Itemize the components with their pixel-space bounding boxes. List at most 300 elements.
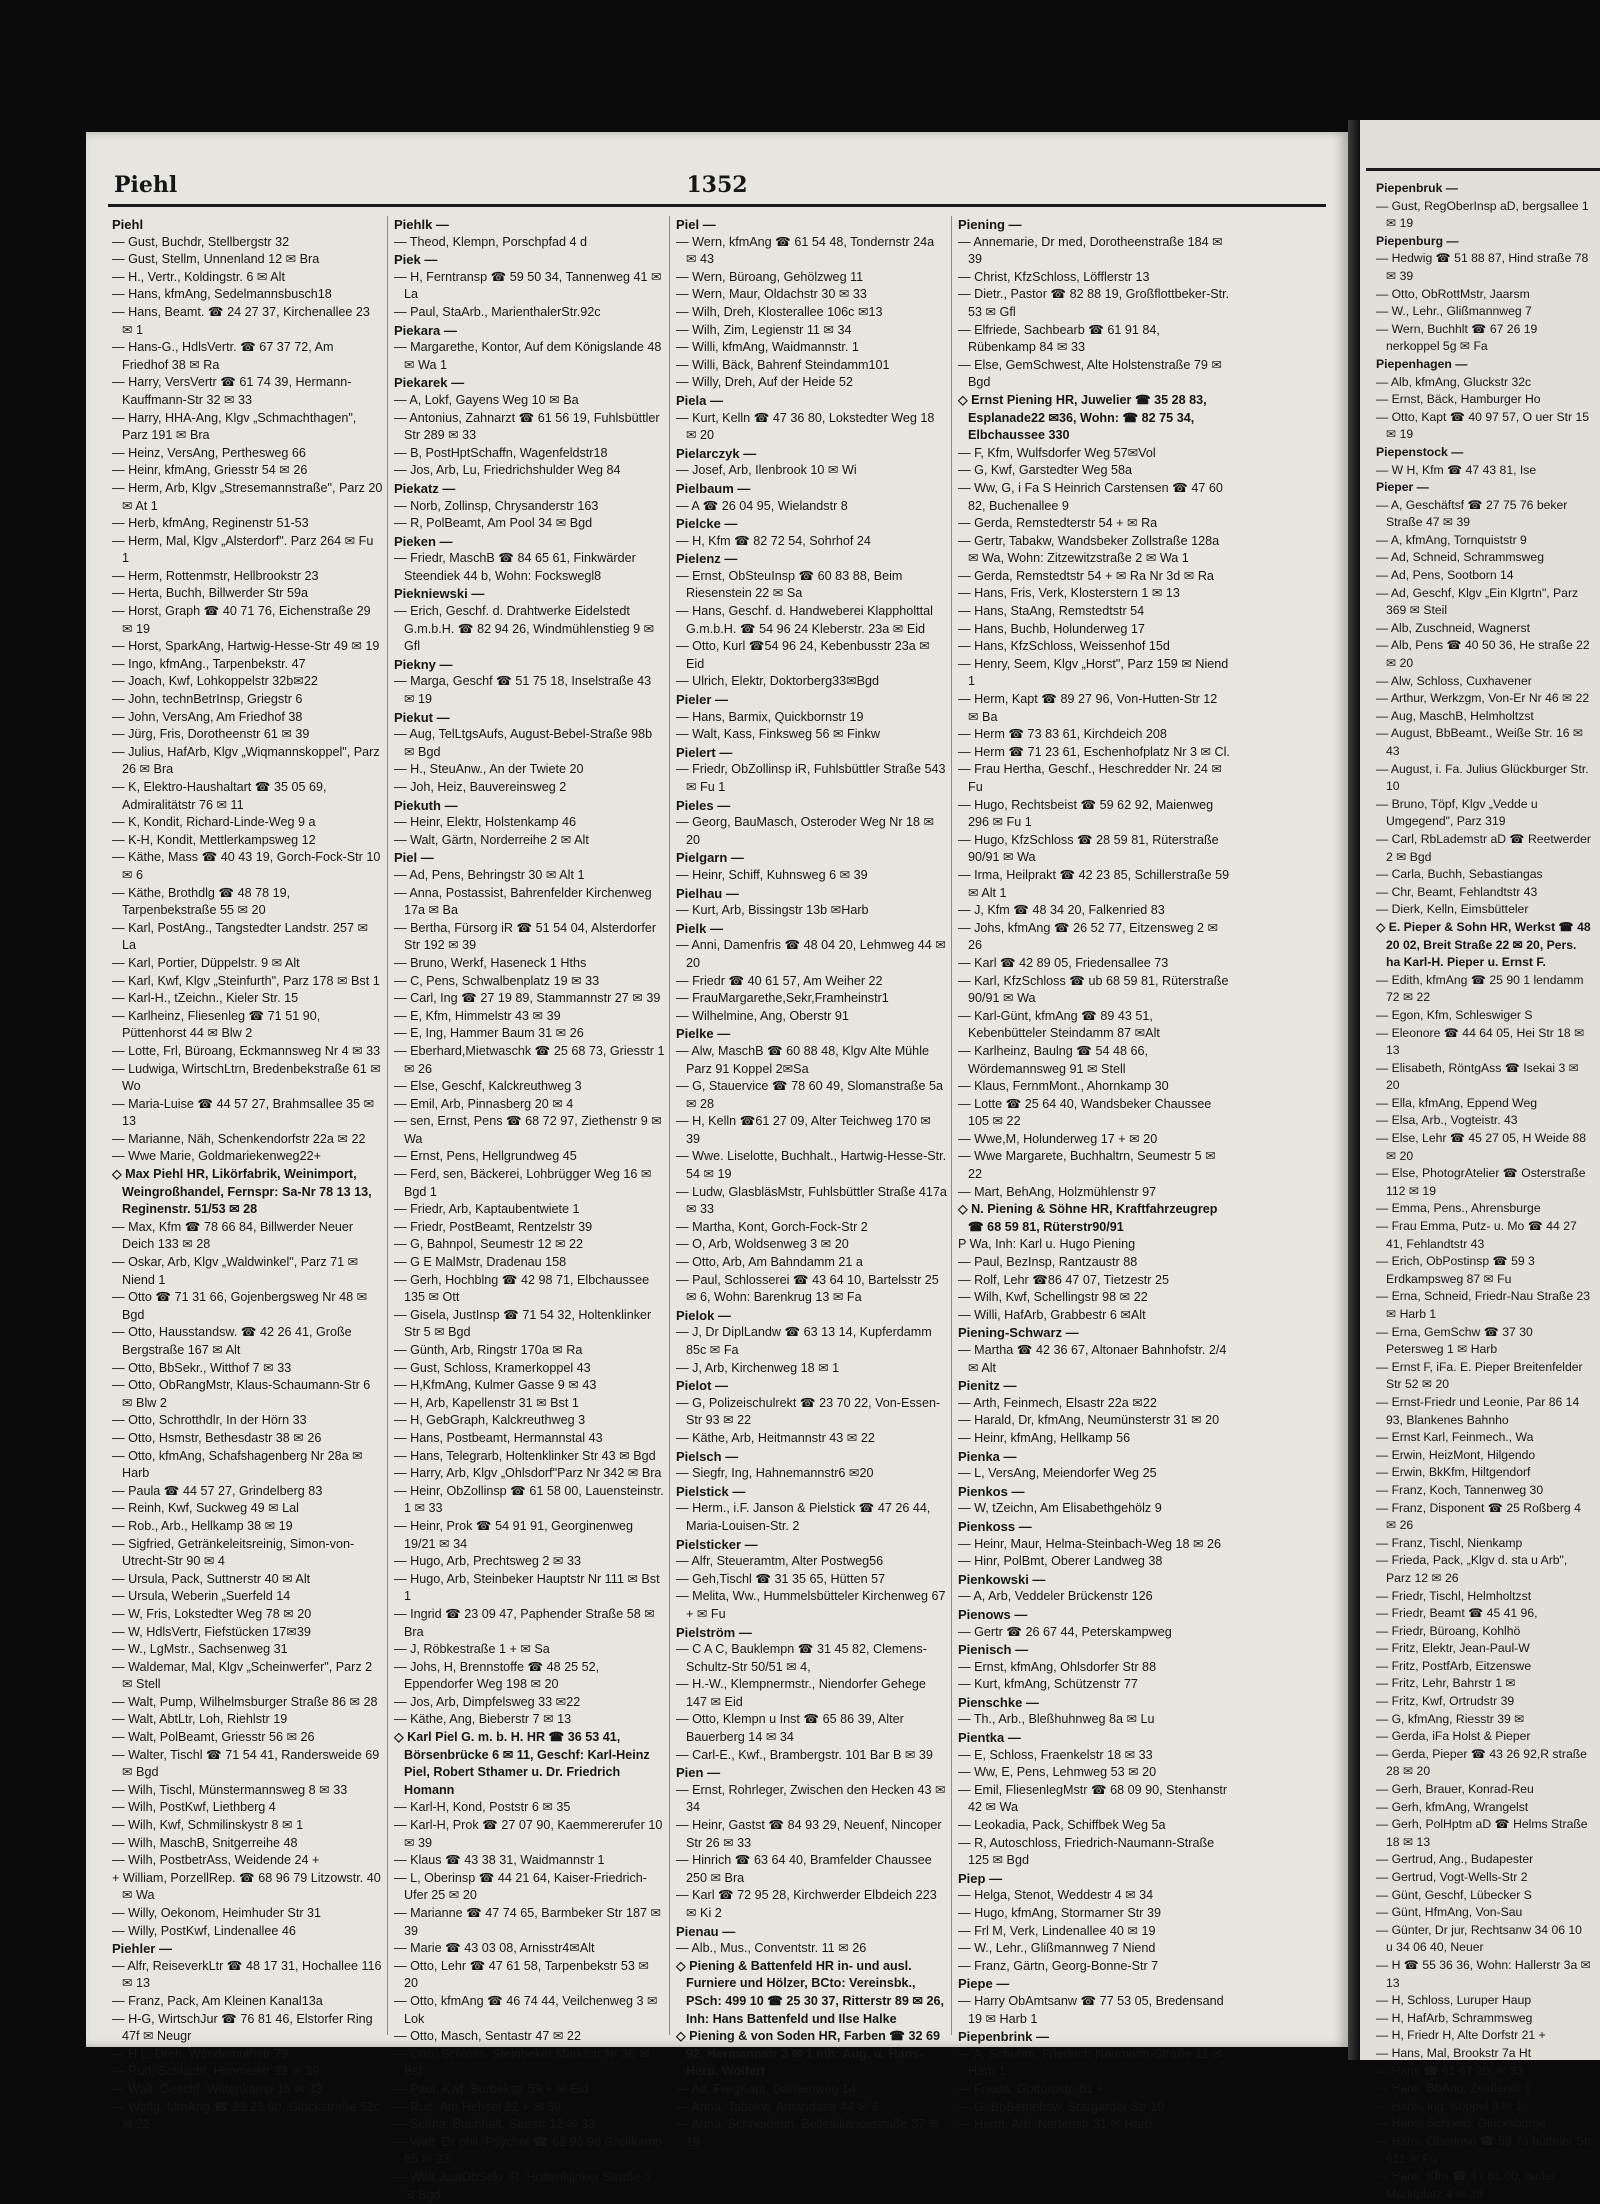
directory-entry: — Ernst, ObSteuInsp ☎ 60 83 88, Beim Riesenstein 22 ✉ Sa <box>676 568 906 601</box>
directory-entry: Piekatz — <box>394 480 456 496</box>
directory-entry: — Bertha, Fürsorg iR ☎ 51 54 04, Alsterdorfer Str 192 ✉ 39 <box>394 920 660 953</box>
directory-entry: — Otto, Schloss, Steinbeker Marktstr Nr 36 ✉ Bst <box>394 2046 654 2079</box>
directory-entry: — Mart, BehAng, Holzmühlenstr 97 <box>958 1184 1157 1199</box>
directory-entry: — Ferd, sen, Bäckerei, Lohbrügger Weg 16 ✉ Bgd 1 <box>394 1167 655 1199</box>
directory-entry: — W., Lehr., Glißmannweg 7 <box>1376 304 1532 319</box>
directory-entry: — Herm., i.F. Janson & Pielstick ☎ 47 26 44, Maria-Louisen-Str. 2 <box>676 1501 934 1533</box>
directory-entry: — Carla, Buchh, Sebastiangas <box>1376 867 1543 882</box>
directory-entry: — Aug, MaschB, Helmholtzst <box>1376 708 1534 723</box>
column-2 <box>392 216 670 2202</box>
directory-entry: — Irma, Heilprakt ☎ 42 23 85, Schillerstraße 59 ✉ Alt 1 <box>958 867 1233 900</box>
directory-entry: — Herm ☎ 73 83 61, Kirchdeich 208 <box>958 727 1167 742</box>
directory-entry: — Kurt, kfmAng, Schützenstr 77 <box>958 1677 1138 1692</box>
directory-entry: — August, BbBeamt., Weiße Str. 16 ✉ 43 <box>1376 726 1587 758</box>
directory-entry: — Friedr, Arb, Kaptaubentwiete 1 <box>394 1202 580 1217</box>
directory-entry: — August, i. Fa. Julius Glückburger Str. 10 <box>1376 761 1593 794</box>
directory-entry: Pielgarn — <box>676 850 744 866</box>
directory-entry: — H L, Dreh, Wendemuthstr 79 <box>112 2046 289 2061</box>
directory-entry: Piehl <box>112 217 144 232</box>
directory-entry: — Melita, Ww., Hummelsbütteler Kirchenweg 67 + ✉ Fu <box>676 1589 949 1621</box>
directory-entry: — G, Kwf, Garstedter Weg 58a <box>958 463 1133 478</box>
directory-entry: — Hans, Ing, Koppel 8 ✉ 1 <box>1376 2098 1523 2113</box>
directory-entry: — E, Schloss, Fraenkelstr 18 ✉ 33 <box>958 1747 1153 1762</box>
directory-entry: — Anna, Tabakw. Amandastr 44 ✉ 6 <box>676 2099 879 2114</box>
directory-entry: — Arthur, Werkzgm, Von-Er Nr 46 ✉ 22 <box>1376 691 1590 706</box>
directory-entry: — Else, Lehr ☎ 45 27 05, H Weide 88 ✉ 20 <box>1376 1131 1590 1163</box>
directory-entry: — Gerda, Remstedterstr 54 + ✉ Ra <box>958 516 1158 531</box>
directory-entry: P Wa, Inh: Karl u. Hugo Piening <box>958 1237 1136 1252</box>
directory-entry: Pielsch — <box>676 1448 739 1464</box>
directory-entry: — Lotte, Frl, Büroang, Eckmannsweg Nr 4 ✉ 33 <box>112 1043 381 1058</box>
directory-entry: — Gertrud, Vogt-Wells-Str 2 <box>1376 1870 1528 1884</box>
directory-entry: — Paul, Kwf, Burbekstr 59 + ✉ Eid <box>394 2081 589 2096</box>
directory-entry: — Th., Arb., Bleßhuhnweg 8a ✉ Lu <box>958 1712 1155 1727</box>
directory-entry: — Horst, SparkAng, Hartwig-Hesse-Str 49 ✉ 19 <box>112 639 380 654</box>
directory-entry: — Frieda, Gottorpstr. 61 + <box>958 2081 1104 2096</box>
directory-entry: — Harry, VersVertr ☎ 61 74 39, Hermann-Kauffmann-Str 32 ✉ 33 <box>112 375 352 407</box>
directory-entry: — Heinr, Gastst ☎ 84 93 29, Neuenf, Nincoper Str 26 ✉ 33 <box>676 1818 946 1850</box>
directory-entry: — Karlheinz, Fliesenleg ☎ 71 51 90, Püttenhorst 44 ✉ Blw 2 <box>112 1008 324 1041</box>
directory-entry: — Otto, BbSekr., Witthof 7 ✉ 33 <box>112 1360 292 1375</box>
directory-entry: — Johs, kfmAng ☎ 26 52 77, Eitzensweg 2 ✉ 26 <box>958 920 1222 953</box>
directory-entry: — Hans, StaAng, Remstedtstr 54 <box>958 604 1145 619</box>
directory-entry: — Arth, Feinmech, Elsastr 22a ✉22 <box>958 1395 1157 1410</box>
directory-entry: — Wilh, Kwf, Schmilinskystr 8 ✉ 1 <box>112 1818 304 1833</box>
directory-entry: — Karl ☎ 72 95 28, Kirchwerder Elbdeich 223 ✉ Ki 2 <box>676 1888 941 1920</box>
directory-entry: — Ernst, Rohrleger, Zwischen den Hecken 43 ✉ 34 <box>676 1782 950 1815</box>
directory-entry: Pielhau — <box>676 885 739 901</box>
directory-entry: Piekut — <box>394 709 450 725</box>
directory-entry: — Frau Emma, Putz- u. Mo ☎ 44 27 41, Fehlandtstr 43 <box>1376 1219 1581 1251</box>
directory-entry: — Willy, Dreh, Auf der Heide 52 <box>676 375 853 390</box>
column-3 <box>674 216 952 2149</box>
directory-entry: — Rud, Schlacht, Himmelstr 33 ✉ 39 <box>112 2064 320 2079</box>
directory-entry: — Willy, PostKwf, Lindenallee 46 <box>112 1923 296 1938</box>
directory-entry: — Marga, Geschf ☎ 51 75 18, Inselstraße 43 ✉ 19 <box>394 674 655 707</box>
directory-entry: — Wilh, Zim, Legienstr 11 ✉ 34 <box>676 322 852 337</box>
directory-entry: — A, kfmAng, Tornquiststr 9 <box>1376 532 1527 547</box>
directory-entry: — Wern, Buchhlt ☎ 67 26 19 nerkoppel 5g ✉ Fa <box>1376 321 1541 354</box>
directory-entry: — H-G, WirtschJur ☎ 76 81 46, Elstorfer Ring 47f ✉ Neugr <box>112 2011 377 2044</box>
running-head-keyword: Piehl <box>114 172 178 198</box>
directory-entry: — Otto, Kurl ☎54 96 24, Kebenbusstr 23a ✉ Eid <box>676 639 934 671</box>
directory-entry: — Joh, Heiz, Bauvereinsweg 2 <box>394 780 567 794</box>
directory-entry: — Ursula, Weberin „Suerfeld 14 <box>112 1589 291 1604</box>
directory-entry: — Walt, PolBeamt, Griesstr 56 ✉ 26 <box>112 1730 315 1745</box>
directory-entry: — Karl-H., tZeichn., Kieler Str. 15 <box>112 991 299 1006</box>
directory-entry: — J, Dr DiplLandw ☎ 63 13 14, Kupferdamm 85c ✉ Fa <box>676 1325 936 1357</box>
directory-entry: — Wern, kfmAng ☎ 61 54 48, Tondernstr 24a ✉ 43 <box>676 234 938 267</box>
directory-entry: Piepenstock — <box>1376 444 1464 459</box>
directory-entry: Pienkoss — <box>958 1518 1032 1534</box>
directory-entry: — Gerh, Brauer, Konrad-Reu <box>1376 1782 1534 1797</box>
directory-entry: — Elisabeth, RöntgAss ☎ Isekai 3 ✉ 20 <box>1376 1060 1583 1093</box>
directory-entry: — Bruno, Werkf, Haseneck 1 Hths <box>394 955 587 970</box>
directory-entry: — G. BbBetriebsw, Stargarder Str 10 <box>958 2099 1165 2114</box>
directory-entry: — Hans, Mal, Brookstr 7a Ht <box>1376 2045 1532 2060</box>
directory-entry: — Otto, ObRottMstr, Jaarsm <box>1376 286 1530 301</box>
directory-entry: — Frau Hertha, Geschf., Heschredder Nr. 24 ✉ Fu <box>958 762 1226 794</box>
directory-entry: Pienkowski — <box>958 1571 1046 1587</box>
directory-entry: Piehlk — <box>394 217 449 232</box>
directory-entry: — Wern, Büroang, Gehölzweg 11 <box>676 269 864 284</box>
directory-entry: Piepenbrink — <box>958 2029 1050 2045</box>
directory-entry: — Egon, Kfm, Schleswiger S <box>1376 1007 1533 1022</box>
directory-entry: — Walt, AbtLtr, Loh, Riehlstr 19 <box>112 1712 288 1727</box>
directory-entry: — Christ, KfzSchloss, Löfflerstr 13 <box>958 269 1150 284</box>
directory-entry: — Hans, Beamt. ☎ 24 27 37, Kirchenallee 23 ✉ 1 <box>112 304 374 337</box>
directory-entry: — E, Ing, Hammer Baum 31 ✉ 26 <box>394 1026 584 1041</box>
directory-entry: — Henry, Seem, Klgv „Horst", Parz 159 ✉ Niend 1 <box>958 656 1232 689</box>
directory-entry: — H, Kfm ☎ 82 72 54, Sohrhof 24 <box>676 533 871 548</box>
directory-entry: — G, Bahnpol, Seumestr 12 ✉ 22 <box>394 1237 584 1252</box>
directory-entry: — Alw, MaschB ☎ 60 88 48, Klgv Alte Mühle Parz 91 Koppel 2✉Sa <box>676 1043 933 1076</box>
directory-entry: — Hans, Oberinsp ☎ 59 73 bütteler Str 611 ✉ Fu <box>1376 2133 1596 2166</box>
directory-entry: — Harry ObAmtsanw ☎ 77 53 05, Bredensand 19 ✉ Harb 1 <box>958 1993 1228 2026</box>
directory-entry: — W., LgMstr., Sachsenweg 31 <box>112 1642 288 1657</box>
directory-entry: — H, Ferntransp ☎ 59 50 34, Tannenweg 41 ✉ La <box>394 269 666 302</box>
directory-entry: — Gust, Schloss, Kramerkoppel 43 <box>394 1360 591 1375</box>
directory-entry: Pielstick — <box>676 1483 746 1499</box>
directory-entry: — Dierk, Kelln, Eimsbütteler <box>1376 902 1529 917</box>
directory-entry: Pielke — <box>676 1026 731 1042</box>
directory-entry: — Herm ☎ 71 23 61, Eschenhofplatz Nr 3 ✉ Cl. <box>958 744 1230 759</box>
directory-entry: Piehler — <box>112 1941 172 1957</box>
directory-entry: — H, HafArb, Schrammsweg <box>1376 2010 1533 2025</box>
directory-entry: — Georg, BauMasch, Osteroder Weg Nr 18 ✉ 20 <box>676 815 938 847</box>
directory-entry: — Harry, Arb, Klgv „Ohlsdorf"Parz Nr 342 ✉ Bra <box>394 1466 662 1481</box>
next-page-column <box>1374 180 1596 2201</box>
column-4 <box>956 216 1234 2132</box>
directory-entry: — G, Polizeischulrekt ☎ 23 70 22, Von-Essen-Str 93 ✉ 22 <box>676 1395 941 1428</box>
directory-entry: — Gerda, Remstedtstr 54 + ✉ Ra Nr 3d ✉ Ra <box>958 568 1214 583</box>
directory-entry: — Klaus, FernmMont., Ahornkamp 30 <box>958 1079 1169 1094</box>
directory-entry: + William, PorzellRep. ☎ 68 96 79 Litzowstr. 40 ✉ Wa <box>112 1870 385 1903</box>
directory-entry: — Willi, HafArb, Grabbestr 6 ✉Alt <box>958 1307 1146 1322</box>
directory-entry: — Hinrich ☎ 63 64 40, Bramfelder Chaussee 250 ✉ Bra <box>676 1853 936 1885</box>
directory-entry: — Emma, Pens., Ahrensburge <box>1376 1201 1541 1216</box>
directory-entry: — Gerh, Hochblng ☎ 42 98 71, Elbchaussee 135 ✉ Ott <box>394 1272 653 1305</box>
directory-entry: — R, Autoschloss, Friedrich-Naumann-Straße 125 ✉ Bgd <box>958 1835 1218 1868</box>
directory-entry: — Hedwig ☎ 51 88 87, Hind straße 78 ✉ 39 <box>1376 251 1592 283</box>
directory-entry: — Gertrud, Ang., Budapester <box>1376 1852 1534 1867</box>
directory-entry: — Alb, Pens ☎ 40 50 36, He straße 22 ✉ 20 <box>1376 638 1594 671</box>
directory-entry: — Otto, Schrotthdlr, In der Hörn 33 <box>112 1413 307 1428</box>
directory-entry: — Fritz, Elektr, Jean-Paul-W <box>1376 1641 1530 1656</box>
directory-entry: ◇ Max Piehl HR, Likörfabrik, Weinimport, Weingroßhandel, Fernspr: Sa-Nr 78 13 13, Reginenstr. 51/53 ✉ 28 <box>112 1167 376 1217</box>
directory-entry: Piel — <box>394 850 434 866</box>
directory-entry: — Anna, Postassist, Bahrenfelder Kirchenweg 17a ✉ Ba <box>394 885 656 918</box>
directory-entry: — Emil, Arb, Pinnasberg 20 ✉ 4 <box>394 1096 574 1111</box>
directory-entry: — Ad, FregKapt, Dahlienweg 14 <box>676 2081 856 2096</box>
directory-entry: Pienschke — <box>958 1694 1039 1710</box>
directory-entry: — Wilh, PostKwf, Liethberg 4 <box>112 1800 276 1815</box>
directory-entry: — Walter, Tischl ☎ 71 54 41, Randersweide 69 ✉ Bgd <box>112 1747 383 1780</box>
directory-entry: — Heinr, Schiff, Kuhnsweg 6 ✉ 39 <box>676 867 868 882</box>
directory-entry: — Günt, HfmAng, Von-Sau <box>1376 1905 1523 1920</box>
directory-entry: — Chr, Beamt, Fehlandtstr 43 <box>1376 884 1538 899</box>
directory-entry: — Erwin, BkKfm, Hiltgendorf <box>1376 1465 1531 1480</box>
directory-entry: — Hugo, kfmAng, Stormarner Str 39 <box>958 1906 1161 1920</box>
directory-entry: — Fritz, Kwf, Ortrudstr 39 <box>1376 1694 1515 1709</box>
directory-entry: — Otto, Lehr ☎ 47 61 58, Tarpenbekstr 53 ✉ 20 <box>394 1958 653 1991</box>
directory-entry: — Emil, FliesenlegMstr ☎ 68 09 90, Stenhanstr 42 ✉ Wa <box>958 1782 1231 1815</box>
directory-entry: — Anna, Schneiderin, Bellealliancestraße 37 ✉ 19 <box>676 2117 943 2149</box>
directory-entry: — Ernst-Friedr und Leonie, Par 86 14 93, Blankenes Bahnho <box>1376 1394 1583 1427</box>
directory-entry: — H,KfmAng, Kulmer Gasse 9 ✉ 43 <box>394 1378 597 1393</box>
directory-entry: Piepenbruk — <box>1376 181 1458 195</box>
directory-entry: Pienitz — <box>958 1378 1017 1394</box>
directory-entry: — Herm, Rottenmstr, Hellbrookstr 23 <box>112 568 319 583</box>
directory-entry: — Marianne ☎ 47 74 65, Barmbeker Str 187 ✉ 39 <box>394 1906 665 1938</box>
directory-entry: — Otto ☎ 71 31 66, Gojenbergsweg Nr 48 ✉ Bgd <box>112 1290 371 1322</box>
directory-entry: — Käthe, Arb, Heitmannstr 43 ✉ 22 <box>676 1430 875 1445</box>
directory-entry: — Willi, kfmAng, Waidmannstr. 1 <box>676 340 859 355</box>
directory-entry: — Karl, KfzSchloss ☎ ub 68 59 81, Rüterstraße 90/91 ✉ Wa <box>958 973 1232 1006</box>
directory-entry: — Franz, Pack, Am Kleinen Kanal13a <box>112 1993 323 2008</box>
directory-entry: — Elsa, Arb., Vogteistr. 43 <box>1376 1113 1518 1128</box>
directory-entry: — Kurt, Arb, Bissingstr 13b ✉Harb <box>676 903 869 918</box>
directory-entry: — Max, Kfm ☎ 78 66 84, Billwerder Neuer Deich 133 ✉ 28 <box>112 1219 357 1252</box>
directory-entry: — Gertr ☎ 26 67 44, Peterskampweg <box>958 1624 1172 1639</box>
directory-entry: — O, Arb, Woldsenweg 3 ✉ 20 <box>676 1237 849 1252</box>
directory-entry: Pielström — <box>676 1624 752 1640</box>
directory-entry: — Martha, Kont, Gorch-Fock-Str 2 <box>676 1219 868 1234</box>
directory-entry: — H, Kelln ☎61 27 09, Alter Teichweg 170 ✉ 39 <box>676 1114 935 1146</box>
directory-entry: — Günt, Geschf, Lübecker S <box>1376 1887 1532 1902</box>
directory-entry: — Heinr, ObZollinsp ☎ 61 58 00, Lauensteinstr. 1 ✉ 33 <box>394 1483 668 1516</box>
directory-entry: — G, kfmAng, Riesstr 39 ✉ <box>1376 1711 1525 1726</box>
directory-entry: — Karl-Günt, kfmAng ☎ 89 43 51, Kebenbütteler Steindamm 87 ✉Alt <box>958 1008 1160 1041</box>
directory-entry: — Ernst Karl, Feinmech., Wa <box>1376 1430 1534 1445</box>
directory-entry: — Ww, E, Pens, Lehmweg 53 ✉ 20 <box>958 1765 1157 1780</box>
directory-entry: — Franz, Koch, Tannenweg 30 <box>1376 1482 1544 1497</box>
directory-entry: — Hans, BbAng, Zeidlerstr 1 <box>1376 2081 1532 2096</box>
directory-entry: — Gerh, kfmAng, Wrangelst <box>1376 1799 1529 1814</box>
directory-entry: — Walt, Dr phil, Psychol ☎ 61 96 96 Grellkamp 65 ✉ 33 <box>394 2134 666 2167</box>
directory-entry: Pielbaum — <box>676 480 751 496</box>
directory-entry: — Karlheinz, Baulng ☎ 54 48 66, Wördemannsweg 91 ✉ Stell <box>958 1043 1152 1076</box>
directory-entry: — Friedr, ObZollinsp iR, Fuhlsbüttler Straße 543 ✉ Fu 1 <box>676 762 949 794</box>
directory-entry: — Hans ☎ 61 67 20, ✉ 33 <box>1376 2063 1524 2078</box>
directory-entry: — Harald, Dr, kfmAng, Neumünsterstr 31 ✉ 20 <box>958 1413 1220 1428</box>
directory-entry: — Otto, Arb, Am Bahndamm 21 a <box>676 1255 863 1270</box>
directory-entry: — Hans, Fris, Verk, Klosterstern 1 ✉ 13 <box>958 586 1180 601</box>
directory-entry: — W H, Kfm ☎ 47 43 81, Ise <box>1376 462 1537 477</box>
next-page-fragment <box>1360 120 1600 2201</box>
directory-entry: — Walt, Kass, Finksweg 56 ✉ Finkw <box>676 727 880 742</box>
directory-entry: — L, Oberinsp ☎ 44 21 64, Kaiser-Friedrich-Ufer 25 ✉ 20 <box>394 1870 647 1903</box>
directory-entry: — Hans, Postbeamt, Hermannstal 43 <box>394 1430 603 1445</box>
directory-entry: — H ☎ 55 36 36, Wohn: Hallerstr 3a ✉ 13 <box>1376 1957 1595 1990</box>
directory-entry: — Wilh, Tischl, Münstermannsweg 8 ✉ 33 <box>112 1782 348 1797</box>
directory-entry: — Otto, kfmAng, Schafshagenberg Nr 28a ✉ Harb <box>112 1448 367 1481</box>
directory-entry: Pieles — <box>676 797 731 813</box>
directory-entry: — Käthe, Ang, Bieberstr 7 ✉ 13 <box>394 1712 572 1727</box>
directory-entry: — Otto, Kapt ☎ 40 97 57, O uer Str 15 ✉ 19 <box>1376 409 1593 442</box>
directory-entry: ◇ N. Piening & Söhne HR, Kraftfahrzeugrep ☎ 68 59 81, Rüterstr90/91 <box>958 1202 1221 1234</box>
directory-entry: — Paul, BezInsp, Rantzaustr 88 <box>958 1255 1138 1270</box>
directory-entry: — Else, GemSchwest, Alte Holstenstraße 79 ✉ Bgd <box>958 357 1226 390</box>
directory-entry: — J, Kfm ☎ 48 34 20, Falkenried 83 <box>958 903 1165 918</box>
directory-entry: — Ernst, Bäck, Hamburger Ho <box>1376 392 1541 407</box>
directory-entry: — Wolfg, kfmAng ☎ 22 23 90, Gluckstraße 52c ✉ 22 <box>112 2099 384 2132</box>
directory-entry: — Leokadia, Pack, Schiffbek Weg 5a <box>958 1818 1166 1833</box>
directory-entry: — Franz, Disponent ☎ 25 Roßberg 4 ✉ 26 <box>1376 1500 1585 1533</box>
directory-entry: — Carl, Ing ☎ 27 19 89, Stammannstr 27 ✉ 39 <box>394 991 661 1006</box>
directory-entry: Pieken — <box>394 533 453 549</box>
directory-entry: — W., Lehr., Glißmannweg 7 Niend <box>958 1941 1156 1956</box>
directory-entry: Pieler — <box>676 692 729 708</box>
directory-entry: — Alfr, ReiseverkLtr ☎ 48 17 31, Hochallee 116 ✉ 13 <box>112 1958 386 1991</box>
directory-entry: — Elfriede, Sachbearb ☎ 61 91 84, Rübenkamp 84 ✉ 33 <box>958 322 1164 355</box>
directory-entry: — Hans, Barmix, Quickbornstr 19 <box>676 709 864 724</box>
directory-entry: — Gust, Stellm, Unnenland 12 ✉ Bra <box>112 252 320 267</box>
directory-entry: — Walt, Geschf, Wittenkamp 18 ✉ 33 <box>112 2081 323 2096</box>
directory-entry: — Ludw, GlasbläsMstr, Fuhlsbüttler Straße 417a ✉ 33 <box>676 1184 951 1217</box>
directory-entry: — Otto, Masch, Sentastr 47 ✉ 22 <box>394 2029 581 2044</box>
directory-page <box>86 132 1348 2202</box>
directory-entry: — A ☎ 26 04 95, Wielandstr 8 <box>676 498 848 513</box>
book-gutter <box>1348 120 1360 2060</box>
directory-entry: — Walt, Pump, Wilhelmsburger Straße 86 ✉ 28 <box>112 1694 378 1709</box>
directory-entry: — Willi, Bäck, Bahrenf Steindamm101 <box>676 357 890 372</box>
directory-entry: Pienau — <box>676 1923 736 1939</box>
directory-entry: — Gertr, Tabakw, Wandsbeker Zollstraße 128a ✉ Wa, Wohn: Zitzewitzstraße 2 ✉ Wa 1 <box>958 533 1223 566</box>
directory-entry: — Hans, Telegrarb, Holtenklinker Str 43 ✉ Bgd <box>394 1448 656 1463</box>
directory-entry: — Karl-H, Prok ☎ 27 07 90, Kaemmererufer 10 ✉ 39 <box>394 1818 666 1850</box>
directory-entry: Piekny — <box>394 656 453 672</box>
directory-entry: — Julius, HafArb, Klgv „Wiqmannskoppel", Parz 26 ✉ Bra <box>112 744 384 777</box>
directory-entry: — Carl, RbLademstr aD ☎ Reetwerder 2 ✉ Bgd <box>1376 831 1595 864</box>
directory-entry: — J, Arb, Kirchenweg 18 ✉ 1 <box>676 1360 840 1375</box>
directory-entry: — Günth, Arb, Ringstr 170a ✉ Ra <box>394 1343 583 1357</box>
directory-entry: — Heinz, VersAng, Perthesweg 66 <box>112 445 306 460</box>
directory-entry: — Alb., Mus., Conventstr. 11 ✉ 26 <box>676 1941 867 1956</box>
directory-entry: ◇ Karl Piel G. m. b. H. HR ☎ 36 53 41, Börsenbrücke 6 ✉ 11, Geschf: Karl-Heinz Piel, Robert Sthamer u. Dr. Friedrich Homann <box>394 1730 654 1797</box>
directory-entry: ◇ Ernst Piening HR, Juwelier ☎ 35 28 83, Esplanade22 ✉36, Wohn: ☎ 82 75 34, Elbchaussee 330 <box>958 392 1211 443</box>
directory-entry: — Wwe Margarete, Buchhaltrn, Seumestr 5 ✉ 22 <box>958 1149 1220 1182</box>
directory-entry: — Ad, Schneid, Schrammsweg <box>1376 550 1544 565</box>
directory-entry: — A, Geschäftsf ☎ 27 75 76 beker Straße 47 ✉ 39 <box>1376 497 1571 530</box>
directory-entry: — Theod, Klempn, Porschpfad 4 d <box>394 234 587 249</box>
directory-entry: — Gust, RegOberInsp aD, bergsallee 1 ✉ 19 <box>1376 198 1593 231</box>
directory-entry: — G, Stauervice ☎ 78 60 49, Slomanstraße 5a ✉ 28 <box>676 1079 947 1111</box>
directory-entry: — Joach, Kwf, Lohkoppelstr 32b✉22 <box>112 674 318 689</box>
directory-entry: — B, PostHptSchaffn, Wagenfeldstr18 <box>394 445 608 460</box>
page-number: 1352 <box>686 172 748 198</box>
directory-entry: — FrauMargarethe,Sekr,Framheinstr1 <box>676 991 889 1006</box>
directory-entry: — Ad, Geschf, Klgv „Ein Klgrtn", Parz 369 ✉ Steil <box>1376 585 1582 618</box>
directory-entry: — Edith, kfmAng ☎ 25 90 1 lendamm 72 ✉ 22 <box>1376 972 1587 1005</box>
directory-entry: — Else, PhotogrAtelier ☎ Osterstraße 112 ✉ 19 <box>1376 1166 1589 1198</box>
directory-entry: — Käthe, Brothdlg ☎ 48 78 19, Tarpenbekstraße 55 ✉ 20 <box>112 885 294 918</box>
directory-entry: — Gerh, PolHptm aD ☎ Helms Straße 18 ✉ 13 <box>1376 1817 1591 1849</box>
directory-entry: Pienisch — <box>958 1642 1029 1658</box>
directory-entry: — Herta, Buchh, Billwerder Str 59a <box>112 586 308 601</box>
directory-entry: Pienows — <box>958 1606 1028 1622</box>
directory-entry: ◇ E. Pieper & Sohn HR, Werkst ☎ 48 20 02, Breit Straße 22 ✉ 20, Pers. ha Karl-H. Pieper u. Ernst F. <box>1376 919 1595 970</box>
directory-entry: — Frieda, Pack, „Klgv d. sta u Arb", Parz 12 ✉ 26 <box>1376 1553 1571 1585</box>
directory-entry: — Hugo, KfzSchloss ☎ 28 59 81, Rüterstraße 90/91 ✉ Wa <box>958 832 1223 865</box>
directory-entry: ◇ Piening & Battenfeld HR in- und ausl. Furniere und Hölzer, BCto: Vereinsbk., PSch: 499 10 ☎ 25 30 37, Ritterstr 89 ✉ 26, Inh: Hans Battenfeld und Ilse Halke <box>676 1958 948 2026</box>
directory-entry: — Annemarie, Dr med, Dorotheenstraße 184 ✉ 39 <box>958 234 1227 267</box>
directory-entry: Pientka — <box>958 1730 1021 1746</box>
directory-entry: — Rud, Am Hehsel 22 + ✉ 39 <box>394 2099 562 2114</box>
directory-entry: Piekarek — <box>394 375 465 391</box>
directory-entry: — Fritz, PostfArb, Eitzenswe <box>1376 1658 1532 1673</box>
directory-entry: — Martha ☎ 42 36 67, Altonaer Bahnhofstr. 2/4 ✉ Alt <box>958 1343 1230 1375</box>
directory-entry: — Friedr, Beamt ☎ 45 41 96, <box>1376 1606 1538 1621</box>
directory-entry: — J, Röbkestraße 1 + ✉ Sa <box>394 1642 550 1657</box>
directory-entry: — Reinh, Kwf, Suckweg 49 ✉ Lal <box>112 1501 299 1516</box>
directory-entry: — Selma, Buchhalt, Starstr 12 ✉ 33 <box>394 2117 595 2132</box>
directory-entry: Piening — <box>958 217 1022 232</box>
directory-entry: Pielot — <box>676 1378 729 1394</box>
directory-entry: — A, Arb, Veddeler Brückenstr 126 <box>958 1589 1153 1604</box>
directory-entry: — Herm, Arb, Nartenstr 31 ✉ Harb <box>958 2117 1152 2132</box>
directory-entry: — Käthe, Mass ☎ 40 43 19, Gorch-Fock-Str 10 ✉ 6 <box>112 850 384 882</box>
directory-entry: — Paul, Schlosserei ☎ 43 64 10, Bartelsstr 25 ✉ 6, Wohn: Barenkrug 13 ✉ Fa <box>676 1272 943 1305</box>
directory-entry: — John, VersAng, Am Friedhof 38 <box>112 709 303 724</box>
directory-entry: — Margarethe, Kontor, Auf dem Königslande 48 ✉ Wa 1 <box>394 340 665 372</box>
directory-entry: — Antonius, Zahnarzt ☎ 61 56 19, Fuhlsbüttler Str 289 ✉ 33 <box>394 410 664 443</box>
directory-entry: — Alfr, Steueramtm, Alter Postweg56 <box>676 1554 884 1569</box>
directory-entry: — Karl, Portier, Düppelstr. 9 ✉ Alt <box>112 955 300 970</box>
columns <box>110 216 1338 2202</box>
directory-entry: — Else, Geschf, Kalckreuthweg 3 <box>394 1079 582 1094</box>
directory-entry: — H, Schloss, Luruper Haup <box>1376 1993 1532 2008</box>
directory-entry: — Rob., Arb., Hellkamp 38 ✉ 19 <box>112 1518 293 1533</box>
directory-entry: — Herm, Mal, Klgv „Alsterdorf". Parz 264 ✉ Fu 1 <box>112 533 377 566</box>
directory-entry: — G E MalMstr, Dradenau 158 <box>394 1255 567 1270</box>
directory-entry: — Ulrich, Elektr, Doktorberg33✉Bgd <box>676 674 880 689</box>
directory-entry: Pieper — <box>1376 480 1429 495</box>
directory-entry: — Jürg, Fris, Dorotheenstr 61 ✉ 39 <box>112 727 310 742</box>
directory-entry: — H.-W., Klempnermstr., Niendorfer Gehege 147 ✉ Eid <box>676 1677 930 1709</box>
directory-entry: — K, Elektro-Haushaltart ☎ 35 05 69, Admiralitätstr 76 ✉ 11 <box>112 780 330 812</box>
directory-entry: — Wilh, PostbetrAss, Weidende 24 + <box>112 1853 320 1868</box>
directory-entry: Pielert — <box>676 744 733 760</box>
directory-entry: Piek — <box>394 252 438 268</box>
directory-entry: — Wern, Maur, Oldachstr 30 ✉ 33 <box>676 287 867 302</box>
directory-entry: — Erna, Schneid, Friedr-Nau Straße 23 ✉ Harb 1 <box>1376 1289 1594 1321</box>
directory-entry: — Lotte ☎ 25 64 40, Wandsbeker Chaussee 105 ✉ 22 <box>958 1096 1215 1129</box>
directory-entry: — Karl ☎ 42 89 05, Friedensallee 73 <box>958 955 1169 970</box>
directory-entry: Pielok — <box>676 1307 731 1323</box>
directory-entry: ◇ Piening & von Soden HR, Farben ☎ 32 69 92, Hermannstr 3 ✉ 1 Inh: Aug. u. Hans-Herb. Wölfert <box>676 2029 944 2079</box>
directory-entry: — Eberhard,Mietwaschk ☎ 25 68 73, Griesstr 1 ✉ 26 <box>394 1043 668 1076</box>
directory-entry: — Ingrid ☎ 23 09 47, Paphender Straße 58 ✉ Bra <box>394 1606 659 1639</box>
directory-entry: — Geh,Tischl ☎ 31 35 65, Hütten 57 <box>676 1571 886 1586</box>
directory-entry: — Hinr, PolBmt, Oberer Landweg 38 <box>958 1554 1163 1569</box>
directory-entry: — Willy, Oekonom, Heimhuder Str 31 <box>112 1906 322 1920</box>
next-page-columns <box>1374 180 1600 2201</box>
directory-entry: — Waldemar, Mal, Klgv „Scheinwerfer", Parz 2 ✉ Stell <box>112 1659 376 1692</box>
directory-entry: — Hugo, Arb, Prechtsweg 2 ✉ 33 <box>394 1554 581 1569</box>
directory-entry: Piepe — <box>958 1976 1010 1992</box>
directory-entry: — Friedr, PostBeamt, Rentzelstr 39 <box>394 1219 593 1234</box>
directory-entry: — Frl M, Verk, Lindenallee 40 ✉ 19 <box>958 1923 1156 1938</box>
directory-entry: — Josef, Arb, Ilenbrook 10 ✉ Wi <box>676 463 857 478</box>
directory-entry: — Hans, Buchb, Holunderweg 17 <box>958 621 1145 636</box>
directory-entry: — Walt, Gärtn, Norderreihe 2 ✉ Alt <box>394 832 589 847</box>
directory-entry: — Heinr, Elektr, Holstenkamp 46 <box>394 815 576 830</box>
directory-entry: — H., Vertr., Koldingstr. 6 ✉ Alt <box>112 269 285 284</box>
directory-entry: — Dietr., Pastor ☎ 82 88 19, Großflottbeker-Str. 53 ✉ Gfl <box>958 287 1233 319</box>
directory-entry: — Ursula, Pack, Suttnerstr 40 ✉ Alt <box>112 1571 311 1586</box>
directory-entry: — Norb, Zollinsp, Chrysanderstr 163 <box>394 498 599 513</box>
